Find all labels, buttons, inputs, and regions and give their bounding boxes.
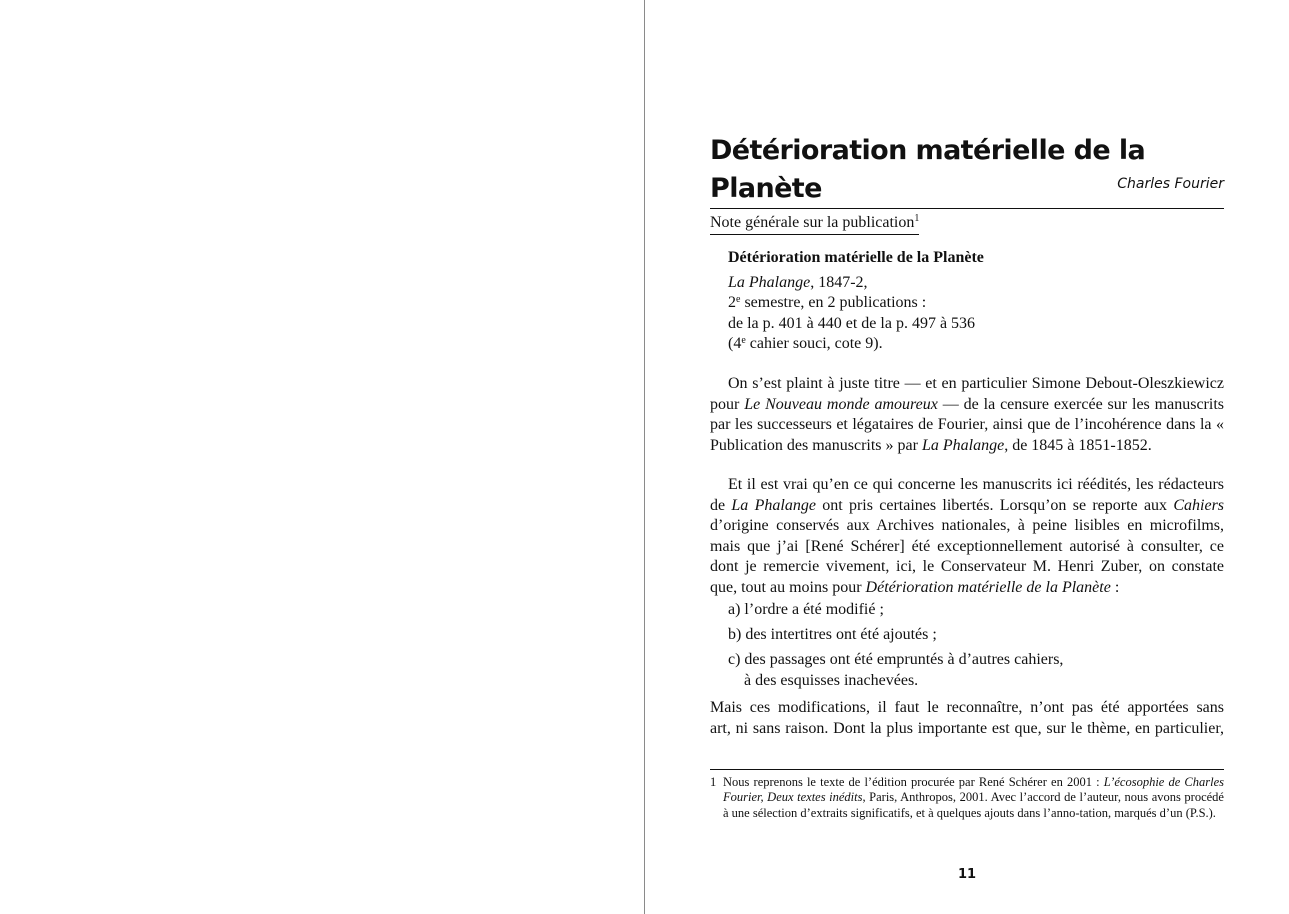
p2-text-c: ont pris certaines libertés. Lorsqu’on se reporte aux bbox=[815, 496, 1174, 514]
pubinfo-year: , 1847-2, bbox=[810, 273, 868, 291]
body-paragraph-3 bbox=[710, 698, 1224, 739]
footnote-separator bbox=[710, 769, 1224, 770]
pubinfo-title: Détérioration matérielle de la Planète bbox=[728, 249, 984, 266]
p2-text-g: : bbox=[1110, 578, 1120, 596]
author-name: Charles Fourier bbox=[1117, 176, 1224, 192]
p1-text-a: On s’est plaint à juste titre — et en particulier Simone Debout-Oleszkiewicz pour bbox=[710, 375, 1224, 413]
footnote-marker[interactable]: 1 bbox=[914, 213, 920, 224]
pubinfo-semester-text: semestre, en 2 publications : bbox=[740, 294, 927, 311]
p2-text-a: Et il est vrai qu’en ce qui concerne les manuscrits ici réédités, les rédacteurs de bbox=[710, 476, 1224, 514]
footnote bbox=[710, 775, 1224, 821]
footnote-text-c: , Paris, Anthropos, 2001. Avec l’accord de l’auteur, nous avons procédé à une sélection d’extraits significatifs, et à quelques ajouts dans l’anno-tation, marqués d’un (P.S.). bbox=[723, 790, 1224, 820]
pubinfo-journal-line bbox=[728, 273, 1208, 294]
footnote-text-a: Nous reprenons le texte de l’édition procurée par René Schérer en 2001 : bbox=[723, 775, 1104, 789]
p1-italic-journal: La Phalange bbox=[921, 436, 1005, 454]
pubinfo-semester-sup: e bbox=[736, 294, 741, 305]
list-item bbox=[728, 650, 1208, 691]
p2-italic-title: Détérioration matérielle de la Planète bbox=[865, 578, 1111, 596]
footnote-number: 1 bbox=[710, 775, 717, 789]
list-item: a) l’ordre a été modifié ; bbox=[728, 601, 884, 618]
chapter-title: Détérioration matérielle de la Planète bbox=[710, 132, 1224, 209]
left-page-blank bbox=[0, 0, 644, 914]
section-heading bbox=[710, 212, 919, 235]
p1-italic-title: Le Nouveau monde amoureux bbox=[744, 395, 938, 413]
pubinfo-cahier-text: cahier souci, cote 9). bbox=[745, 335, 883, 352]
page-number: 11 bbox=[957, 867, 977, 882]
modifications-list bbox=[728, 600, 1208, 691]
footnote-italic-title: L’écosophie de Charles Fourier, Deux textes inédits bbox=[723, 775, 1224, 805]
pubinfo-cahier-open: (4 bbox=[728, 335, 742, 352]
p2-italic-cahiers: Cahiers bbox=[1173, 496, 1225, 514]
pubinfo-semester-line bbox=[728, 293, 1208, 314]
body-paragraph-1 bbox=[710, 374, 1224, 456]
p3-line-1: Mais ces modifications, il faut le reconnaître, n’ont pas été apportées sans bbox=[710, 699, 1224, 716]
body-paragraph-2 bbox=[710, 475, 1224, 598]
pubinfo-cahier-line bbox=[728, 334, 1208, 355]
p2-text-e: d’origine conservés aux Archives nationales, à peine lisibles en microfilms, mais que j’ai [René Schérer] été exceptionnellement autorisé à consulter, ce dont je remercie vivement, ici, le Conservateur M. Henri Zuber, on constate que, tout au moins pour bbox=[710, 517, 1224, 596]
pubinfo-journal: La Phalange bbox=[728, 273, 811, 291]
section-heading-text: Note générale sur la publication bbox=[710, 214, 915, 231]
footnote-text bbox=[710, 775, 1224, 821]
p2-italic-journal: La Phalange bbox=[731, 496, 816, 514]
list-item-line: c) des passages ont été empruntés à d’autres cahiers, bbox=[728, 651, 1064, 668]
right-page bbox=[645, 0, 1289, 914]
p1-text-e: , de 1845 à 1851-1852. bbox=[1004, 436, 1152, 454]
list-item-continuation: à des esquisses inachevées. bbox=[744, 671, 919, 689]
pubinfo-cahier-sup: e bbox=[741, 335, 746, 346]
pubinfo-pages: de la p. 401 à 440 et de la p. 497 à 536 bbox=[728, 314, 976, 332]
publication-info bbox=[728, 248, 1208, 355]
pubinfo-semester-num: 2 bbox=[728, 294, 736, 311]
list-item: b) des intertitres ont été ajoutés ; bbox=[728, 626, 937, 643]
p3-line-2: art, ni sans raison. Dont la plus importante est que, sur le thème, en particulier, bbox=[710, 719, 1224, 737]
p1-text-c: — de la censure exercée sur les manuscrits par les successeurs et légataires de Fourier, ainsi que de l’incohérence dans la « Publication des manuscrits » par bbox=[710, 395, 1225, 454]
